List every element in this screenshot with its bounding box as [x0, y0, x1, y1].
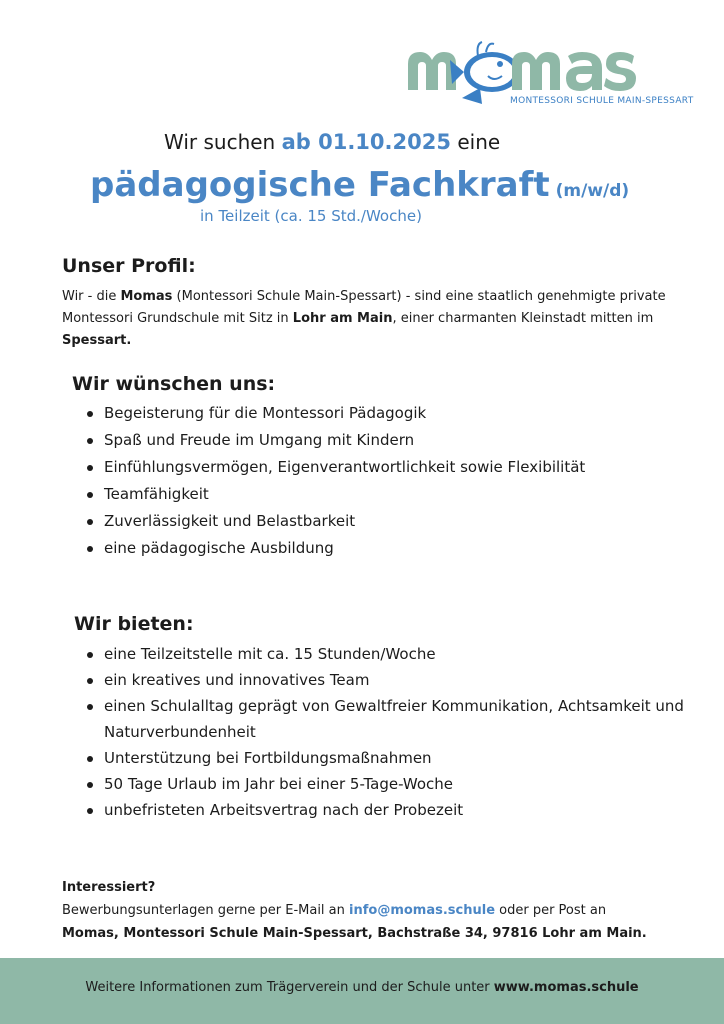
profil-text-part: (Montessori Schule Main-Spessart) - sind eine staatlich genehmigte private Montessori Grundschule mit Sitz in [62, 289, 666, 326]
gender-note: (m/w/d) [555, 181, 630, 201]
list-item [82, 454, 682, 481]
list-item-text: ein kreatives und innovatives Team [104, 671, 370, 689]
list-item-text: einen Schulalltag geprägt von Gewaltfreier Kommunikation, Achtsamkeit und Naturverbundenheit [104, 697, 684, 741]
footer-bar [0, 958, 724, 1024]
list-item-text: unbefristeten Arbeitsvertrag nach der Probezeit [104, 801, 464, 819]
bieten-list [82, 641, 686, 823]
bullet-icon [87, 808, 93, 814]
wuensche-list [82, 400, 682, 562]
bullet-icon [87, 652, 93, 658]
bullet-icon [87, 438, 93, 444]
bullet-icon [87, 546, 93, 552]
bullet-icon [87, 756, 93, 762]
list-item [82, 693, 686, 745]
bullet-icon [87, 782, 93, 788]
list-item [82, 400, 682, 427]
list-item-text: Einfühlungsvermögen, Eigenverantwortlichkeit sowie Flexibilität [104, 458, 586, 476]
headline-prefix: Wir suchen [164, 130, 276, 154]
list-item [82, 667, 686, 693]
headline-date: ab 01.10.2025 [281, 130, 451, 154]
contact-heading-text: Interessiert? [62, 880, 156, 895]
list-item [82, 427, 682, 454]
profil-text-part: Wir - die [62, 289, 121, 304]
headline-intro [164, 130, 500, 154]
logo [402, 38, 694, 116]
wuensche-heading: Wir wünschen uns: [72, 373, 276, 395]
contact-email-link[interactable]: info@momas.schule [349, 903, 496, 918]
list-item-text: eine Teilzeitstelle mit ca. 15 Stunden/Woche [104, 645, 436, 663]
headline-hours: in Teilzeit (ca. 15 Std./Woche) [200, 207, 422, 225]
list-item-text: Begeisterung für die Montessori Pädagogik [104, 404, 427, 422]
footer-text [0, 980, 724, 995]
list-item [82, 797, 686, 823]
profil-bold-region: Spessart. [62, 333, 132, 348]
list-item-text: Zuverlässigkeit und Belastbarkeit [104, 512, 356, 530]
contact-email-line [62, 899, 702, 922]
list-item-text: Spaß und Freude im Umgang mit Kindern [104, 431, 415, 449]
list-item-text: 50 Tage Urlaub im Jahr bei einer 5-Tage-Woche [104, 775, 454, 793]
list-item [82, 481, 682, 508]
contact-address-text: Momas, Montessori Schule Main-Spessart, Bachstraße 34, 97816 Lohr am Main. [62, 926, 647, 941]
bieten-heading: Wir bieten: [74, 613, 194, 635]
contact-text: Bewerbungsunterlagen gerne per E-Mail an [62, 903, 350, 918]
contact-address [62, 922, 702, 945]
profil-text [62, 286, 682, 352]
footer-info-text: Weitere Informationen zum Trägerverein und der Schule unter [85, 980, 494, 995]
profil-bold-momas: Momas [120, 289, 173, 304]
bullet-icon [87, 678, 93, 684]
profil-heading: Unser Profil: [62, 255, 196, 277]
profil-text-part: , einer charmanten Kleinstadt mitten im [392, 311, 654, 326]
contact-text: oder per Post an [495, 903, 607, 918]
list-item-text: Teamfähigkeit [104, 485, 209, 503]
contact-block [62, 876, 702, 945]
list-item [82, 771, 686, 797]
bullet-icon [87, 465, 93, 471]
bullet-icon [87, 519, 93, 525]
position-title: pädagogische Fachkraft [90, 165, 550, 205]
headline-position [90, 165, 629, 205]
list-item [82, 745, 686, 771]
contact-heading [62, 876, 702, 899]
list-item-text: eine pädagogische Ausbildung [104, 539, 334, 557]
logo-subtitle: MONTESSORI SCHULE MAIN-SPESSART [510, 96, 694, 106]
list-item [82, 508, 682, 535]
list-item [82, 641, 686, 667]
profil-bold-location: Lohr am Main [292, 311, 393, 326]
bullet-icon [87, 704, 93, 710]
list-item [82, 535, 682, 562]
list-item-text: Unterstützung bei Fortbildungsmaßnahmen [104, 749, 432, 767]
bullet-icon [87, 492, 93, 498]
headline-suffix: eine [457, 130, 501, 154]
footer-website-link[interactable]: www.momas.schule [493, 980, 639, 995]
bullet-icon [87, 411, 93, 417]
